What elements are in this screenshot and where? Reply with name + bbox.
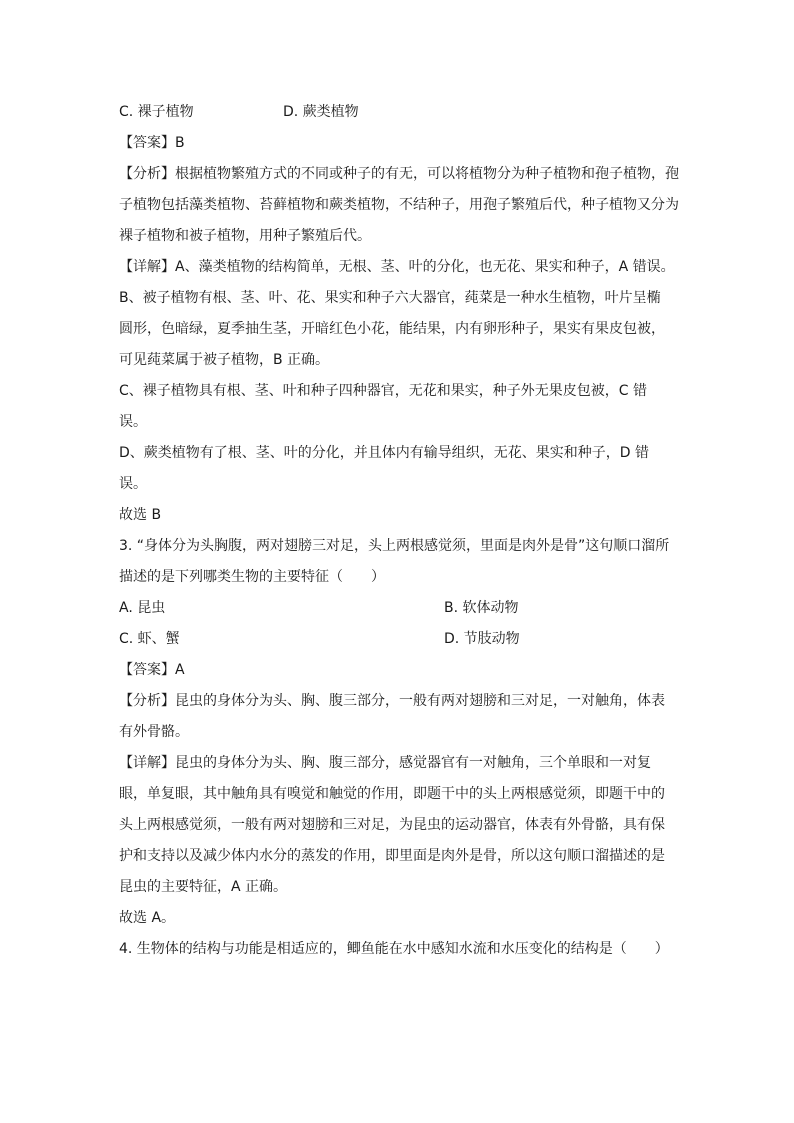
q3-stem-line-2: 描述的是下列哪类生物的主要特征（ ） bbox=[119, 569, 385, 585]
q3-option-c: C. 虾、蟹 bbox=[119, 631, 180, 647]
q3-detail-line-5: 昆虫的主要特征，A 正确。 bbox=[119, 879, 288, 895]
q3-conclusion: 故选 A。 bbox=[119, 910, 176, 926]
q3-detail-line-4: 护和支持以及减少体内水分的蒸发的作用，即里面是肉外是骨，所以这句顺口溜描述的是 bbox=[119, 848, 665, 864]
q3-analysis-line-2: 有外骨骼。 bbox=[119, 724, 189, 740]
q2-detail-line-5: C、裸子植物具有根、茎、叶和种子四种器官，无花和果实，种子外无果皮包被，C 错 bbox=[119, 383, 647, 399]
q2-option-c: C. 裸子植物 bbox=[119, 104, 194, 120]
q2-option-d: D. 蕨类植物 bbox=[283, 104, 359, 120]
q2-detail-line-6: 误。 bbox=[119, 414, 147, 430]
q3-option-d: D. 节肢动物 bbox=[444, 631, 520, 647]
q2-detail-line-3: 圆形，色暗绿，夏季抽生茎，开暗红色小花，能结果，内有卵形种子，果实有果皮包被， bbox=[119, 321, 665, 337]
q2-detail-line-1: 【详解】A、藻类植物的结构简单，无根、茎、叶的分化，也无花、果实和种子，A 错误。 bbox=[119, 259, 675, 275]
q3-stem-line-1: 3. “身体分为头胸腹，两对翅膀三对足，头上两根感觉须，里面是肉外是骨”这句顺口溜所 bbox=[119, 538, 670, 554]
q3-detail-line-1: 【详解】昆虫的身体分为头、胸、腹三部分，感觉器官有一对触角，三个单眼和一对复 bbox=[119, 755, 651, 771]
q2-detail-line-7: D、蕨类植物有了根、茎、叶的分化，并且体内有输导组织，无花、果实和种子，D 错 bbox=[119, 445, 650, 461]
q3-answer: 【答案】A bbox=[119, 662, 185, 678]
q3-analysis-line-1: 【分析】昆虫的身体分为头、胸、腹三部分，一般有两对翅膀和三对足，一对触角，体表 bbox=[119, 693, 665, 709]
q2-detail-line-2: B、被子植物有根、茎、叶、花、果实和种子六大器官，莼菜是一种水生植物，叶片呈椭 bbox=[119, 290, 661, 306]
q3-detail-line-3: 头上两根感觉须，一般有两对翅膀和三对足，为昆虫的运动器官，体表有外骨骼，具有保 bbox=[119, 817, 665, 833]
q4-stem: 4. 生物体的结构与功能是相适应的，鲫鱼能在水中感知水流和水压变化的结构是（ ） bbox=[119, 941, 669, 957]
q3-option-b: B. 软体动物 bbox=[444, 600, 519, 616]
q2-analysis-line-1: 【分析】根据植物繁殖方式的不同或种子的有无，可以将植物分为种子植物和孢子植物，孢 bbox=[119, 166, 679, 182]
q3-option-a: A. 昆虫 bbox=[119, 600, 166, 616]
q2-answer: 【答案】B bbox=[119, 135, 185, 151]
q2-detail-line-4: 可见莼菜属于被子植物，B 正确。 bbox=[119, 352, 330, 368]
q3-detail-line-2: 眼，单复眼，其中触角具有嗅觉和触觉的作用，即题干中的头上两根感觉须，即题干中的 bbox=[119, 786, 665, 802]
q2-conclusion: 故选 B bbox=[119, 507, 162, 523]
q2-analysis-line-2: 子植物包括藻类植物、苔藓植物和蕨类植物，不结种子，用孢子繁殖后代，种子植物又分为 bbox=[119, 197, 679, 213]
q2-detail-line-8: 误。 bbox=[119, 476, 147, 492]
q2-analysis-line-3: 裸子植物和被子植物，用种子繁殖后代。 bbox=[119, 228, 371, 244]
